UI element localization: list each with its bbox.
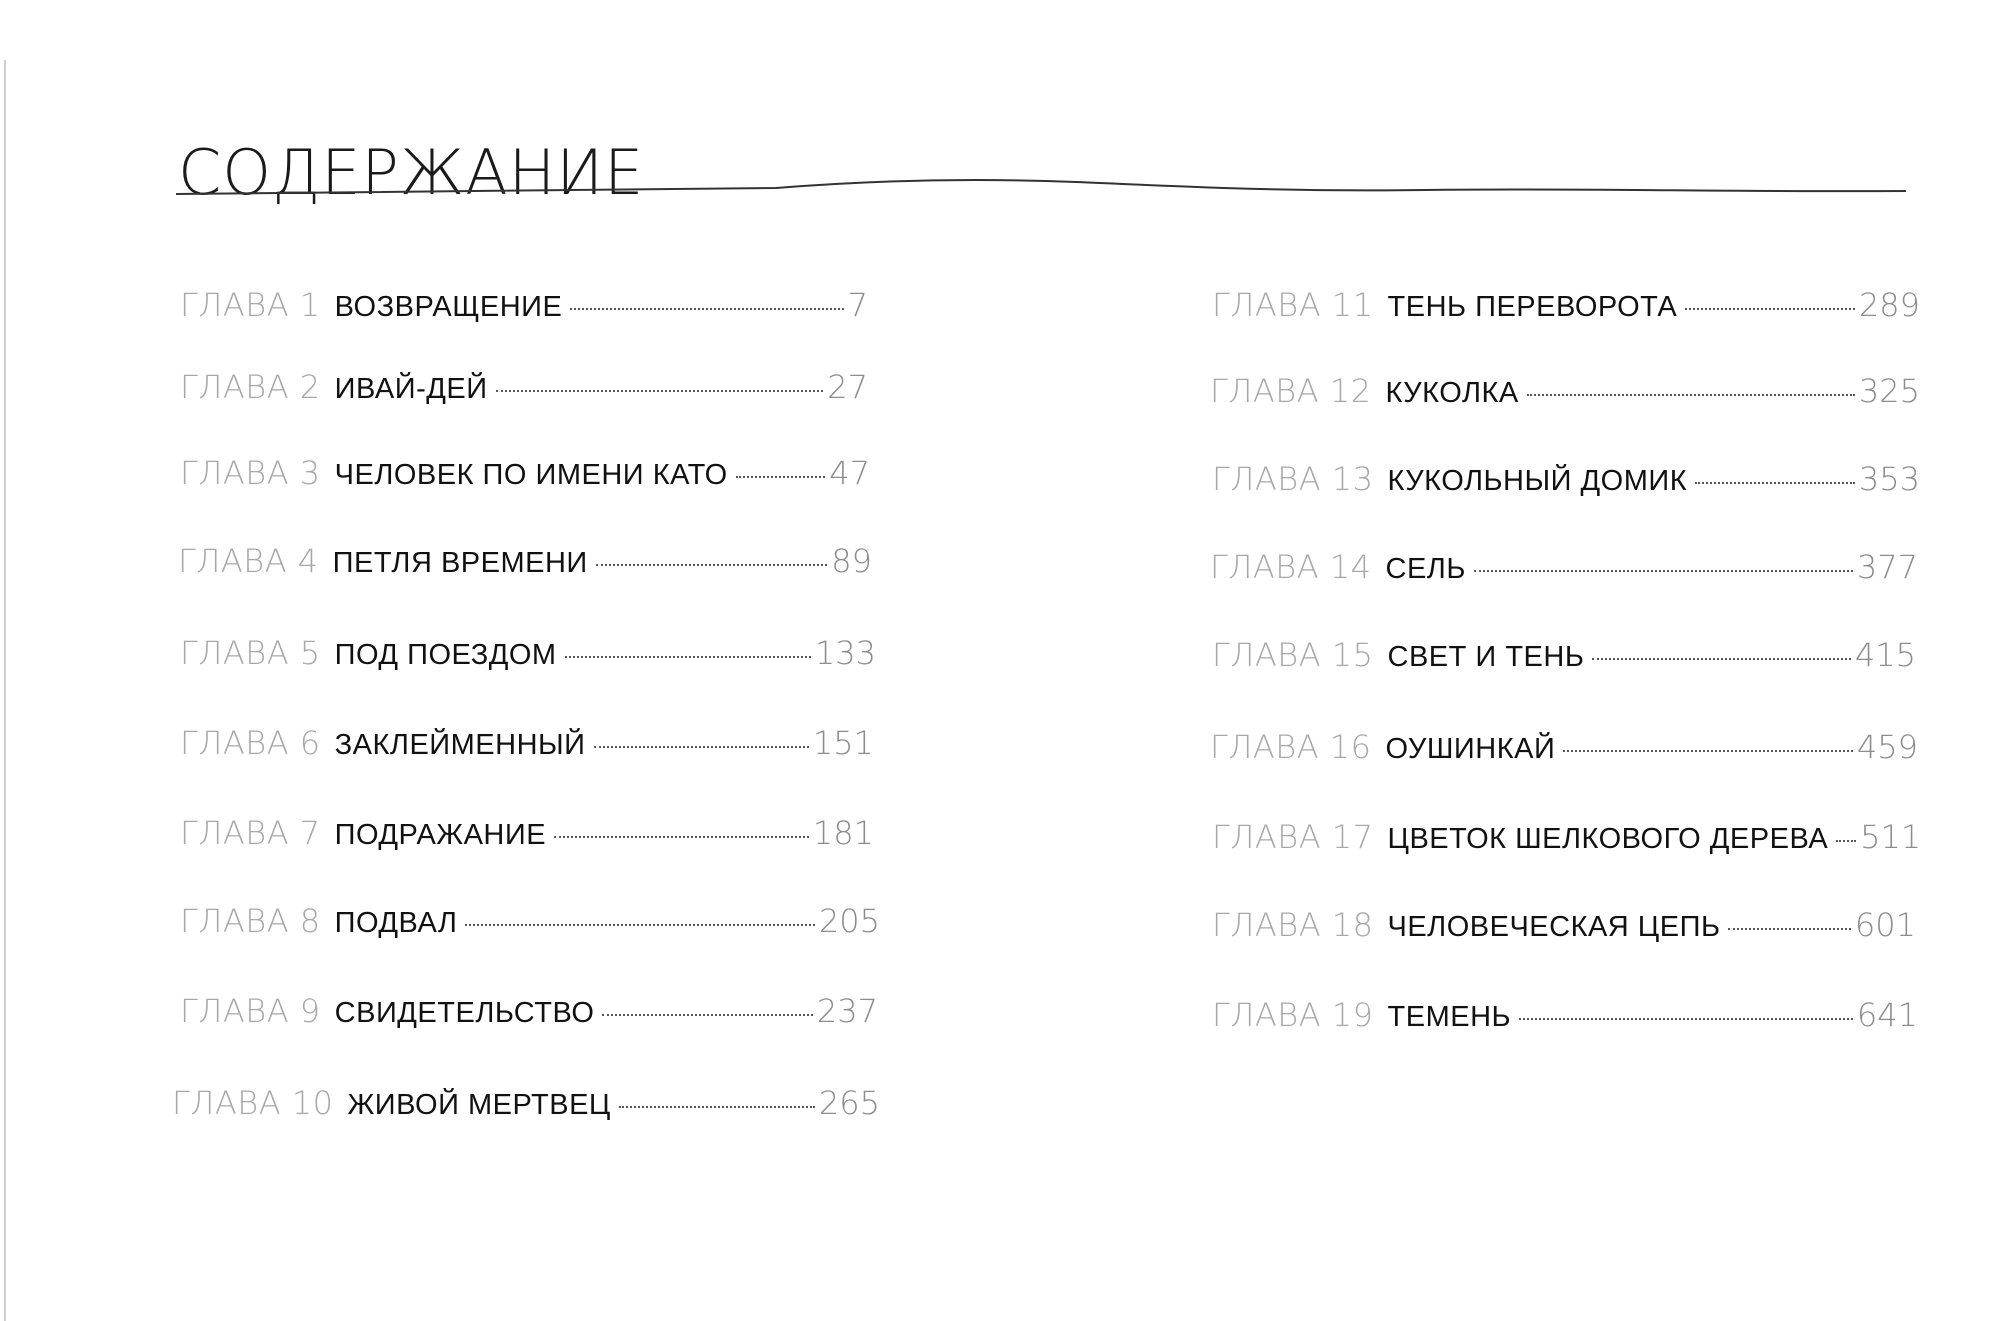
chapter-label: ГЛАВА 17 [1212, 818, 1374, 856]
chapter-title: ЧЕЛОВЕК ПО ИМЕНИ КАТО [334, 459, 728, 491]
chapter-label: ГЛАВА 5 [180, 634, 321, 672]
page-number: 415 [1854, 636, 1916, 674]
page-number: 641 [1856, 996, 1918, 1034]
page-number: 27 [827, 368, 868, 406]
page-number: 181 [812, 814, 874, 852]
page-number: 601 [1854, 906, 1916, 944]
chapter-title: КУКОЛКА [1385, 377, 1519, 409]
chapter-label: ГЛАВА 9 [180, 992, 321, 1030]
page-number: 7 [847, 286, 868, 324]
dot-leader [1592, 658, 1851, 660]
page-number: 151 [812, 724, 874, 762]
toc-entry[interactable] [1210, 728, 1918, 772]
dot-leader [1563, 750, 1853, 752]
chapter-label: ГЛАВА 2 [180, 368, 321, 406]
chapter-title: СВЕТ И ТЕНЬ [1387, 641, 1585, 673]
dot-leader [1519, 1018, 1853, 1020]
page-number: 353 [1858, 460, 1920, 498]
chapter-title: ЦВЕТОК ШЕЛКОВОГО ДЕРЕВА [1387, 823, 1829, 855]
chapter-label: ГЛАВА 14 [1210, 548, 1372, 586]
chapter-title: ЗАКЛЕЙМЕННЫЙ [334, 729, 586, 761]
page-number: 265 [818, 1084, 880, 1122]
toc-entry[interactable] [1212, 996, 1918, 1040]
chapter-label: ГЛАВА 19 [1212, 996, 1374, 1034]
chapter-label: ГЛАВА 12 [1210, 372, 1372, 410]
chapter-label: ГЛАВА 3 [180, 454, 321, 492]
chapter-title: КУКОЛЬНЫЙ ДОМИК [1387, 465, 1688, 497]
dot-leader [1527, 394, 1855, 396]
chapter-title: ТЕНЬ ПЕРЕВОРОТА [1387, 291, 1678, 323]
page-number: 459 [1856, 728, 1918, 766]
page-number: 511 [1860, 818, 1922, 856]
toc-entry[interactable] [1212, 286, 1920, 330]
toc-entry[interactable] [1212, 636, 1916, 680]
page-number: 237 [816, 992, 878, 1030]
chapter-label: ГЛАВА 7 [180, 814, 321, 852]
page-number: 133 [814, 634, 876, 672]
chapter-title: ТЕМЕНЬ [1387, 1001, 1512, 1033]
chapter-title: СЕЛЬ [1385, 553, 1466, 585]
chapter-label: ГЛАВА 4 [178, 542, 319, 580]
page-number: 377 [1856, 548, 1918, 586]
dot-leader [1836, 840, 1856, 842]
chapter-label: ГЛАВА 6 [180, 724, 321, 762]
chapter-title: ПОДВАЛ [334, 907, 458, 939]
chapter-title: ЧЕЛОВЕЧЕСКАЯ ЦЕПЬ [1387, 911, 1721, 943]
toc-entry[interactable] [1212, 906, 1916, 950]
page-title: СОДЕРЖАНИЕ [178, 135, 645, 209]
chapter-label: ГЛАВА 15 [1212, 636, 1374, 674]
chapter-title: ОУШИНКАЙ [1385, 733, 1556, 765]
chapter-label: ГЛАВА 8 [180, 902, 321, 940]
chapter-title: ПОД ПОЕЗДОМ [334, 639, 557, 671]
chapter-label: ГЛАВА 16 [1210, 728, 1372, 766]
chapter-label: ГЛАВА 1 [180, 286, 321, 324]
dot-leader [1474, 570, 1853, 572]
page-number: 205 [818, 902, 880, 940]
toc-entry[interactable] [1210, 548, 1918, 592]
page-number: 289 [1858, 286, 1920, 324]
page-number: 89 [831, 542, 872, 580]
chapter-title: ПОДРАЖАНИЕ [334, 819, 547, 851]
dot-leader [1685, 308, 1855, 310]
dot-leader [1728, 928, 1850, 930]
chapter-label: ГЛАВА 13 [1212, 460, 1374, 498]
dot-leader [1695, 482, 1855, 484]
chapter-label: ГЛАВА 11 [1212, 286, 1374, 324]
chapter-label: ГЛАВА 10 [172, 1084, 334, 1122]
toc-entry[interactable] [1212, 818, 1922, 862]
chapter-title: ПЕТЛЯ ВРЕМЕНИ [332, 547, 588, 579]
chapter-title: ЖИВОЙ МЕРТВЕЦ [347, 1089, 611, 1121]
toc-entry[interactable] [1212, 460, 1920, 504]
chapter-title: ВОЗВРАЩЕНИЕ [334, 291, 563, 323]
chapter-title: СВИДЕТЕЛЬСТВО [334, 997, 595, 1029]
page-number: 325 [1858, 372, 1920, 410]
chapter-label: ГЛАВА 18 [1212, 906, 1374, 944]
chapter-title: ИВАЙ-ДЕЙ [334, 373, 488, 405]
page-number: 47 [829, 454, 870, 492]
toc-entry[interactable] [1210, 372, 1920, 416]
